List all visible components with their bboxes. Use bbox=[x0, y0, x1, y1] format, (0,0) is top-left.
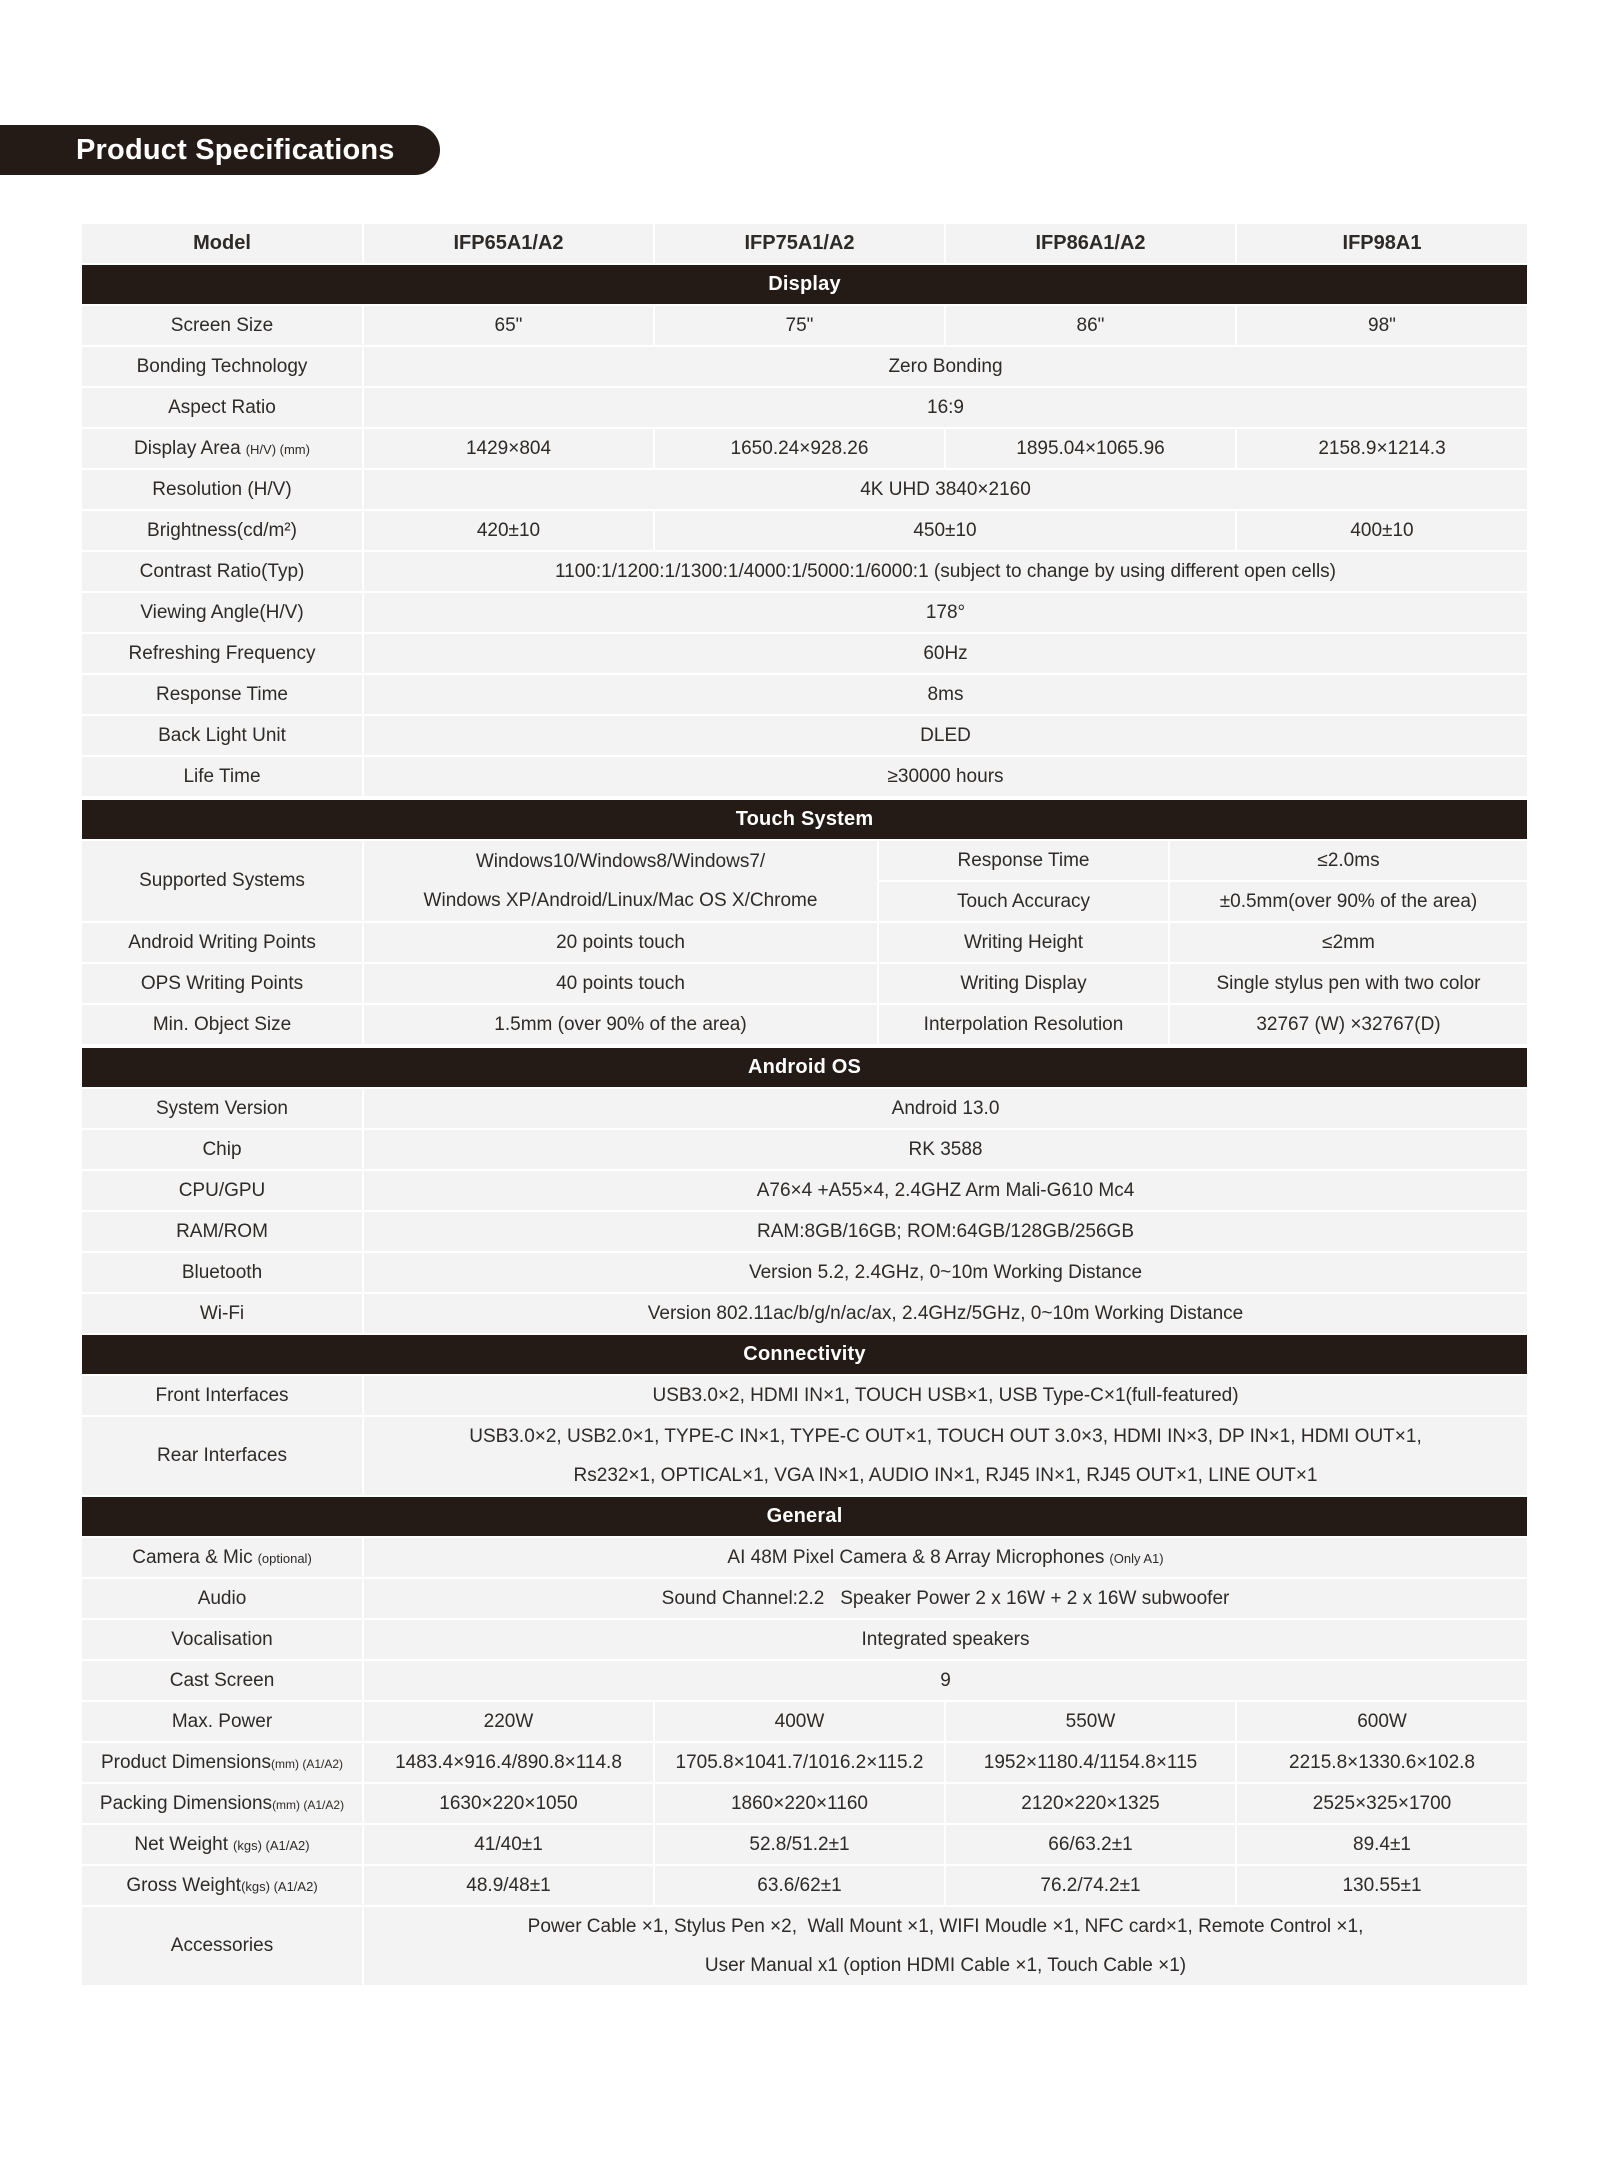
spec-value bbox=[363, 840, 878, 922]
spec-value: DLED bbox=[363, 715, 1528, 756]
section-title: Android OS bbox=[81, 1047, 1528, 1088]
spec-value: ±0.5mm(over 90% of the area) bbox=[1169, 881, 1528, 922]
spec-table bbox=[80, 222, 1527, 1987]
spec-value: 2215.8×1330.6×102.8 bbox=[1236, 1742, 1528, 1783]
spec-label: Brightness(cd/m²) bbox=[81, 510, 363, 551]
section-bar-android-os bbox=[81, 1047, 1528, 1088]
table-touch-section bbox=[80, 798, 1529, 1046]
row-system-version bbox=[81, 1088, 1528, 1129]
spec-value: 2525×325×1700 bbox=[1236, 1783, 1528, 1824]
row-product-dimensions bbox=[81, 1742, 1528, 1783]
label-sub: (optional) bbox=[257, 1550, 312, 1566]
spec-value: 1630×220×1050 bbox=[363, 1783, 654, 1824]
spec-value: USB3.0×2, HDMI IN×1, TOUCH USB×1, USB Type-C×1(full-featured) bbox=[363, 1375, 1528, 1416]
spec-label bbox=[81, 1865, 363, 1906]
section-bar-touch-system bbox=[81, 799, 1528, 840]
row-gross-weight bbox=[81, 1865, 1528, 1906]
spec-value: Integrated speakers bbox=[363, 1619, 1528, 1660]
spec-value: 1100:1/1200:1/1300:1/4000:1/5000:1/6000:1 (subject to change by using different open cells) bbox=[363, 551, 1528, 592]
spec-label: Audio bbox=[81, 1578, 363, 1619]
spec-label: Contrast Ratio(Typ) bbox=[81, 551, 363, 592]
spec-value: 76.2/74.2±1 bbox=[945, 1865, 1236, 1906]
spec-value: 1705.8×1041.7/1016.2×115.2 bbox=[654, 1742, 945, 1783]
spec-label: CPU/GPU bbox=[81, 1170, 363, 1211]
section-banner bbox=[0, 125, 440, 175]
spec-label: Vocalisation bbox=[81, 1619, 363, 1660]
column-header-ifp75: IFP75A1/A2 bbox=[654, 223, 945, 264]
spec-value: 4K UHD 3840×2160 bbox=[363, 469, 1528, 510]
spec-value: RK 3588 bbox=[363, 1129, 1528, 1170]
row-refreshing-frequency bbox=[81, 633, 1528, 674]
label-sub: (mm) (A1/A2) bbox=[271, 1756, 344, 1771]
spec-label: Life Time bbox=[81, 756, 363, 797]
section-title: General bbox=[81, 1496, 1528, 1537]
spec-label: Bonding Technology bbox=[81, 346, 363, 387]
spec-label: Wi-Fi bbox=[81, 1293, 363, 1334]
spec-label: Min. Object Size bbox=[81, 1004, 363, 1045]
label-sub: (mm) (A1/A2) bbox=[272, 1797, 345, 1812]
section-title: Connectivity bbox=[81, 1334, 1528, 1375]
row-min-object-size bbox=[81, 1004, 1528, 1045]
row-brightness bbox=[81, 510, 1528, 551]
row-supported-systems bbox=[81, 840, 1528, 881]
model-header-row bbox=[81, 223, 1528, 264]
spec-label bbox=[81, 1537, 363, 1578]
spec-value: 40 points touch bbox=[363, 963, 878, 1004]
row-net-weight bbox=[81, 1824, 1528, 1865]
spec-label: Aspect Ratio bbox=[81, 387, 363, 428]
model-header-cell: Model bbox=[81, 223, 363, 264]
spec-value: Single stylus pen with two color bbox=[1169, 963, 1528, 1004]
spec-value: ≥30000 hours bbox=[363, 756, 1528, 797]
label-sub: (kgs) (A1/A2) bbox=[233, 1837, 310, 1853]
value-line-1: Power Cable ×1, Stylus Pen ×2, Wall Mount ×1, WIFI Moudle ×1, NFC card×1, Remote Control ×1, bbox=[527, 1916, 1364, 1937]
spec-value: 178° bbox=[363, 592, 1528, 633]
spec-label: Back Light Unit bbox=[81, 715, 363, 756]
spec-value: 2120×220×1325 bbox=[945, 1783, 1236, 1824]
value-line-1: Windows10/Windows8/Windows7/ bbox=[475, 851, 766, 872]
spec-label: Chip bbox=[81, 1129, 363, 1170]
spec-value: Version 802.11ac/b/g/n/ac/ax, 2.4GHz/5GHz, 0~10m Working Distance bbox=[363, 1293, 1528, 1334]
row-packing-dimensions bbox=[81, 1783, 1528, 1824]
spec-value: 600W bbox=[1236, 1701, 1528, 1742]
spec-label: Response Time bbox=[81, 674, 363, 715]
spec-label: Bluetooth bbox=[81, 1252, 363, 1293]
spec-value: 16:9 bbox=[363, 387, 1528, 428]
value-line-1: USB3.0×2, USB2.0×1, TYPE-C IN×1, TYPE-C OUT×1, TOUCH OUT 3.0×3, HDMI IN×3, DP IN×1, HDMI OUT×1, bbox=[469, 1426, 1422, 1447]
table-android-connectivity-general bbox=[80, 1046, 1529, 1987]
spec-label bbox=[81, 1824, 363, 1865]
spec-value: 60Hz bbox=[363, 633, 1528, 674]
label-main: Display Area bbox=[134, 437, 241, 459]
row-ops-writing-points bbox=[81, 963, 1528, 1004]
row-camera-mic bbox=[81, 1537, 1528, 1578]
spec-value: 75" bbox=[654, 305, 945, 346]
column-header-ifp65: IFP65A1/A2 bbox=[363, 223, 654, 264]
spec-value: 32767 (W) ×32767(D) bbox=[1169, 1004, 1528, 1045]
row-android-writing-points bbox=[81, 922, 1528, 963]
spec-value: 86" bbox=[945, 305, 1236, 346]
label-main: Packing Dimensions bbox=[99, 1792, 273, 1814]
spec-value: 1650.24×928.26 bbox=[654, 428, 945, 469]
spec-label: Response Time bbox=[878, 840, 1169, 881]
spec-value: 48.9/48±1 bbox=[363, 1865, 654, 1906]
value-sub: (Only A1) bbox=[1109, 1550, 1164, 1566]
value-main: AI 48M Pixel Camera & 8 Array Microphones bbox=[727, 1546, 1105, 1568]
row-backlight-unit bbox=[81, 715, 1528, 756]
section-title: Touch System bbox=[81, 799, 1528, 840]
row-resolution bbox=[81, 469, 1528, 510]
spec-label: Touch Accuracy bbox=[878, 881, 1169, 922]
row-screen-size bbox=[81, 305, 1528, 346]
section-bar-general bbox=[81, 1496, 1528, 1537]
spec-value: 41/40±1 bbox=[363, 1824, 654, 1865]
row-audio bbox=[81, 1578, 1528, 1619]
label-main: Net Weight bbox=[134, 1833, 229, 1855]
spec-value: Version 5.2, 2.4GHz, 0~10m Working Distance bbox=[363, 1252, 1528, 1293]
spec-value: 130.55±1 bbox=[1236, 1865, 1528, 1906]
label-main: Product Dimensions bbox=[100, 1751, 272, 1773]
section-bar-display bbox=[81, 264, 1528, 305]
spec-label: Writing Display bbox=[878, 963, 1169, 1004]
spec-value: 1.5mm (over 90% of the area) bbox=[363, 1004, 878, 1045]
spec-label: System Version bbox=[81, 1088, 363, 1129]
spec-label: Interpolation Resolution bbox=[878, 1004, 1169, 1045]
spec-value: 400±10 bbox=[1236, 510, 1528, 551]
spec-label bbox=[81, 1742, 363, 1783]
spec-value bbox=[363, 1537, 1528, 1578]
row-cpu-gpu bbox=[81, 1170, 1528, 1211]
spec-value: 450±10 bbox=[654, 510, 1236, 551]
spec-value: RAM:8GB/16GB; ROM:64GB/128GB/256GB bbox=[363, 1211, 1528, 1252]
row-bluetooth bbox=[81, 1252, 1528, 1293]
row-accessories bbox=[81, 1906, 1528, 1986]
spec-label bbox=[81, 1783, 363, 1824]
spec-value: 1952×1180.4/1154.8×115 bbox=[945, 1742, 1236, 1783]
column-header-ifp98: IFP98A1 bbox=[1236, 223, 1528, 264]
spec-value: 420±10 bbox=[363, 510, 654, 551]
row-response-time bbox=[81, 674, 1528, 715]
row-ram-rom bbox=[81, 1211, 1528, 1252]
spec-value: ≤2.0ms bbox=[1169, 840, 1528, 881]
label-sub: (H/V) (mm) bbox=[245, 441, 310, 457]
spec-label: Supported Systems bbox=[81, 840, 363, 922]
section-bar-connectivity bbox=[81, 1334, 1528, 1375]
spec-value: 1483.4×916.4/890.8×114.8 bbox=[363, 1742, 654, 1783]
value-line-2: Windows XP/Android/Linux/Mac OS X/Chrome bbox=[423, 890, 818, 911]
spec-value: Android 13.0 bbox=[363, 1088, 1528, 1129]
row-chip bbox=[81, 1129, 1528, 1170]
row-display-area bbox=[81, 428, 1528, 469]
spec-value: 1895.04×1065.96 bbox=[945, 428, 1236, 469]
spec-label: Screen Size bbox=[81, 305, 363, 346]
spec-label: OPS Writing Points bbox=[81, 963, 363, 1004]
row-cast-screen bbox=[81, 1660, 1528, 1701]
spec-label: Rear Interfaces bbox=[81, 1416, 363, 1496]
spec-value: ≤2mm bbox=[1169, 922, 1528, 963]
spec-label: Writing Height bbox=[878, 922, 1169, 963]
spec-value: 98" bbox=[1236, 305, 1528, 346]
spec-value: 52.8/51.2±1 bbox=[654, 1824, 945, 1865]
spec-value: 65" bbox=[363, 305, 654, 346]
spec-label bbox=[81, 428, 363, 469]
row-bonding-technology bbox=[81, 346, 1528, 387]
spec-value: 20 points touch bbox=[363, 922, 878, 963]
row-aspect-ratio bbox=[81, 387, 1528, 428]
spec-value: Sound Channel:2.2 Speaker Power 2 x 16W + 2 x 16W subwoofer bbox=[363, 1578, 1528, 1619]
spec-value: 220W bbox=[363, 1701, 654, 1742]
spec-value bbox=[363, 1416, 1528, 1496]
row-vocalisation bbox=[81, 1619, 1528, 1660]
spec-value: 2158.9×1214.3 bbox=[1236, 428, 1528, 469]
spec-value bbox=[363, 1906, 1528, 1986]
row-contrast-ratio bbox=[81, 551, 1528, 592]
row-rear-interfaces bbox=[81, 1416, 1528, 1496]
spec-value: 89.4±1 bbox=[1236, 1824, 1528, 1865]
spec-value: 63.6/62±1 bbox=[654, 1865, 945, 1906]
spec-label: Cast Screen bbox=[81, 1660, 363, 1701]
spec-label: Front Interfaces bbox=[81, 1375, 363, 1416]
row-viewing-angle bbox=[81, 592, 1528, 633]
spec-value: 1429×804 bbox=[363, 428, 654, 469]
row-max-power bbox=[81, 1701, 1528, 1742]
column-header-ifp86: IFP86A1/A2 bbox=[945, 223, 1236, 264]
spec-value: 1860×220×1160 bbox=[654, 1783, 945, 1824]
spec-label: Viewing Angle(H/V) bbox=[81, 592, 363, 633]
spec-value: Zero Bonding bbox=[363, 346, 1528, 387]
spec-value: 9 bbox=[363, 1660, 1528, 1701]
value-line-2: User Manual x1 (option HDMI Cable ×1, Touch Cable ×1) bbox=[704, 1955, 1187, 1976]
spec-label: Refreshing Frequency bbox=[81, 633, 363, 674]
label-main: Gross Weight bbox=[126, 1874, 242, 1896]
label-sub: (kgs) (A1/A2) bbox=[241, 1878, 318, 1894]
row-wifi bbox=[81, 1293, 1528, 1334]
row-lifetime bbox=[81, 756, 1528, 797]
spec-value: 66/63.2±1 bbox=[945, 1824, 1236, 1865]
spec-label: Android Writing Points bbox=[81, 922, 363, 963]
spec-label: Resolution (H/V) bbox=[81, 469, 363, 510]
page-title: Product Specifications bbox=[76, 133, 395, 166]
value-line-2: Rs232×1, OPTICAL×1, VGA IN×1, AUDIO IN×1, RJ45 IN×1, RJ45 OUT×1, LINE OUT×1 bbox=[573, 1465, 1318, 1486]
section-title: Display bbox=[81, 264, 1528, 305]
row-front-interfaces bbox=[81, 1375, 1528, 1416]
label-main: Camera & Mic bbox=[132, 1546, 253, 1568]
spec-label: Max. Power bbox=[81, 1701, 363, 1742]
table-display-section bbox=[80, 222, 1529, 798]
spec-value: 8ms bbox=[363, 674, 1528, 715]
spec-label: RAM/ROM bbox=[81, 1211, 363, 1252]
spec-value: 550W bbox=[945, 1701, 1236, 1742]
spec-value: 400W bbox=[654, 1701, 945, 1742]
spec-label: Accessories bbox=[81, 1906, 363, 1986]
spec-value: A76×4 +A55×4, 2.4GHZ Arm Mali-G610 Mc4 bbox=[363, 1170, 1528, 1211]
